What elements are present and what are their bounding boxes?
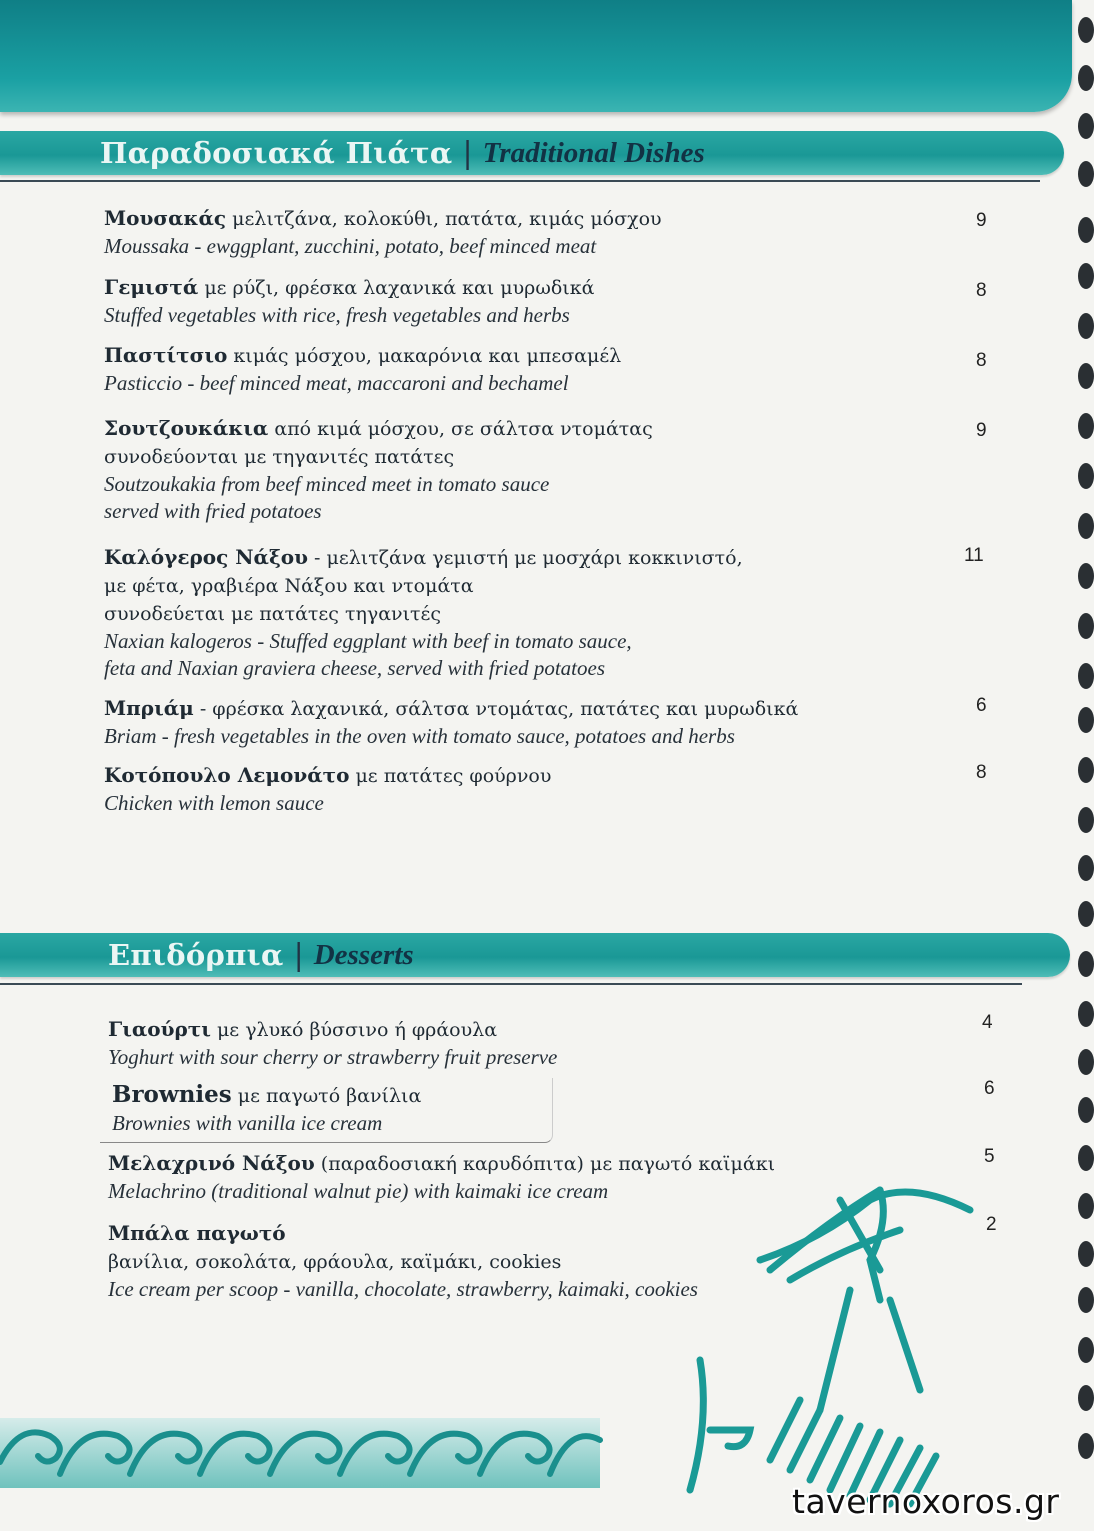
item-price: 8: [976, 280, 987, 301]
desserts-title-separator: |: [293, 937, 304, 973]
menu-item-soutzoukakia: [104, 414, 1024, 525]
item-name: Παστίτσιο: [104, 343, 228, 367]
item-greek-description: με γλυκό βύσσινο ή φράουλα: [210, 1019, 498, 1041]
desserts-section-header: [0, 933, 1070, 977]
item-name: Σουτζουκάκια: [104, 416, 269, 440]
spiral-binding-icon: [1066, 0, 1094, 1531]
item-greek-line: [104, 543, 1024, 572]
item-english-description: feta and Naxian graviera cheese, served with fried potatoes: [104, 656, 605, 680]
item-greek-line: [104, 204, 1024, 233]
item-greek-description: - μελιτζάνα γεμιστή με μοσχάρι κοκκινιστό,: [308, 547, 743, 569]
item-price: 6: [984, 1078, 995, 1099]
watermark-text: tavernoxoros.gr: [792, 1482, 1060, 1521]
top-banner: [0, 0, 1072, 112]
item-name: Μπάλα παγωτό: [108, 1221, 286, 1245]
item-name: Μουσακάς: [104, 206, 227, 230]
item-english-description: Stuffed vegetables with rice, fresh vegetables and herbs: [104, 303, 570, 327]
item-name: Μπριάμ: [104, 696, 194, 720]
traditional-section-header: [0, 131, 1064, 175]
item-english-description: Ice cream per scoop - vanilla, chocolate, strawberry, kaimaki, cookies: [108, 1277, 698, 1301]
windmill-illustration-icon: [670, 1160, 1010, 1510]
item-english-description: Yoghurt with sour cherry or strawberry fruit preserve: [108, 1045, 558, 1069]
item-name: Γεμιστά: [104, 275, 199, 299]
item-name: Καλόγερος Νάξου: [104, 545, 309, 569]
traditional-english-title: Traditional Dishes: [482, 136, 705, 169]
desserts-section-rule: [0, 983, 1022, 985]
item-greek-description: - φρέσκα λαχανικά, σάλτσα ντομάτας, πατάτες και μυρωδικά: [193, 698, 799, 720]
item-price: 8: [976, 350, 987, 371]
desserts-greek-title: Επιδόρπια: [108, 938, 284, 972]
item-greek-line: [104, 273, 1024, 302]
menu-item-moussaka: [104, 204, 1024, 260]
item-english-description: served with fried potatoes: [104, 499, 322, 523]
item-greek-extra: συνοδεύεται με πατάτες τηγανιτές: [104, 603, 442, 625]
item-english-description: Moussaka - ewggplant, zucchini, potato, beef minced meat: [104, 234, 597, 258]
item-greek-line: [104, 761, 1024, 790]
item-price: 6: [976, 695, 987, 716]
item-greek-extra: συνοδεύονται με τηγανιτές πατάτες: [104, 446, 455, 468]
item-price: 8: [976, 762, 987, 783]
menu-item-gemista: [104, 273, 1024, 329]
menu-item-yoghurt: [108, 1015, 1028, 1071]
traditional-section-rule: [0, 180, 1040, 182]
item-english-description: Pasticcio - beef minced meat, maccaroni and bechamel: [104, 371, 569, 395]
menu-item-briam: [104, 694, 1024, 750]
item-english-description: Naxian kalogeros - Stuffed eggplant with beef in tomato sauce,: [104, 629, 632, 653]
item-greek-line: [112, 1081, 1032, 1110]
item-greek-description: (παραδοσιακή καρυδόπιτα) με παγωτό καϊμάκι: [314, 1153, 776, 1175]
item-greek-extra: με φέτα, γραβιέρα Νάξου και ντομάτα: [104, 575, 474, 597]
item-greek-description: με παγωτό βανίλια: [231, 1085, 422, 1107]
item-name: Κοτόπουλο Λεμονάτο: [104, 763, 350, 787]
item-price: 9: [976, 210, 987, 231]
menu-item-kalogeros: [104, 543, 1024, 682]
item-price: 4: [982, 1012, 993, 1033]
item-greek-line: [104, 341, 1024, 370]
item-english-description: Brownies with vanilla ice cream: [112, 1111, 383, 1135]
item-greek-line: [104, 694, 1024, 723]
item-name: Γιαούρτι: [108, 1017, 211, 1041]
item-price: 2: [986, 1214, 997, 1235]
item-price: 9: [976, 420, 987, 441]
item-name: Brownies: [112, 1081, 232, 1108]
traditional-title-separator: |: [462, 135, 473, 171]
traditional-greek-title: Παραδοσιακά Πιάτα: [100, 136, 453, 170]
item-english-description: Melachrino (traditional walnut pie) with kaimaki ice cream: [108, 1179, 609, 1203]
item-price: 5: [984, 1146, 995, 1167]
wave-border-icon: [0, 1400, 620, 1500]
item-greek-description: κιμάς μόσχου, μακαρόνια και μπεσαμέλ: [227, 345, 622, 367]
menu-item-pastitsio: [104, 341, 1024, 397]
item-greek-extra: βανίλια, σοκολάτα, φράουλα, καϊμάκι, cookies: [108, 1251, 562, 1273]
item-greek-description: από κιμά μόσχου, σε σάλτσα ντομάτας: [268, 418, 653, 440]
desserts-english-title: Desserts: [313, 938, 414, 971]
item-english-description: Soutzoukakia from beef minced meet in tomato sauce: [104, 472, 550, 496]
item-english-description: Chicken with lemon sauce: [104, 791, 324, 815]
item-name: Μελαχρινό Νάξου: [108, 1151, 315, 1175]
item-greek-description: με ρύζι, φρέσκα λαχανικά και μυρωδικά: [198, 277, 595, 299]
item-greek-line: [104, 414, 1024, 443]
item-price: 11: [964, 545, 984, 566]
item-english-description: Briam - fresh vegetables in the oven with tomato sauce, potatoes and herbs: [104, 724, 735, 748]
item-greek-line: [108, 1015, 1028, 1044]
menu-item-chicken: [104, 761, 1024, 817]
item-greek-description: με πατάτες φούρνου: [349, 765, 552, 787]
menu-item-brownies: [112, 1081, 1032, 1137]
item-greek-description: μελιτζάνα, κολοκύθι, πατάτα, κιμάς μόσχου: [226, 208, 662, 230]
